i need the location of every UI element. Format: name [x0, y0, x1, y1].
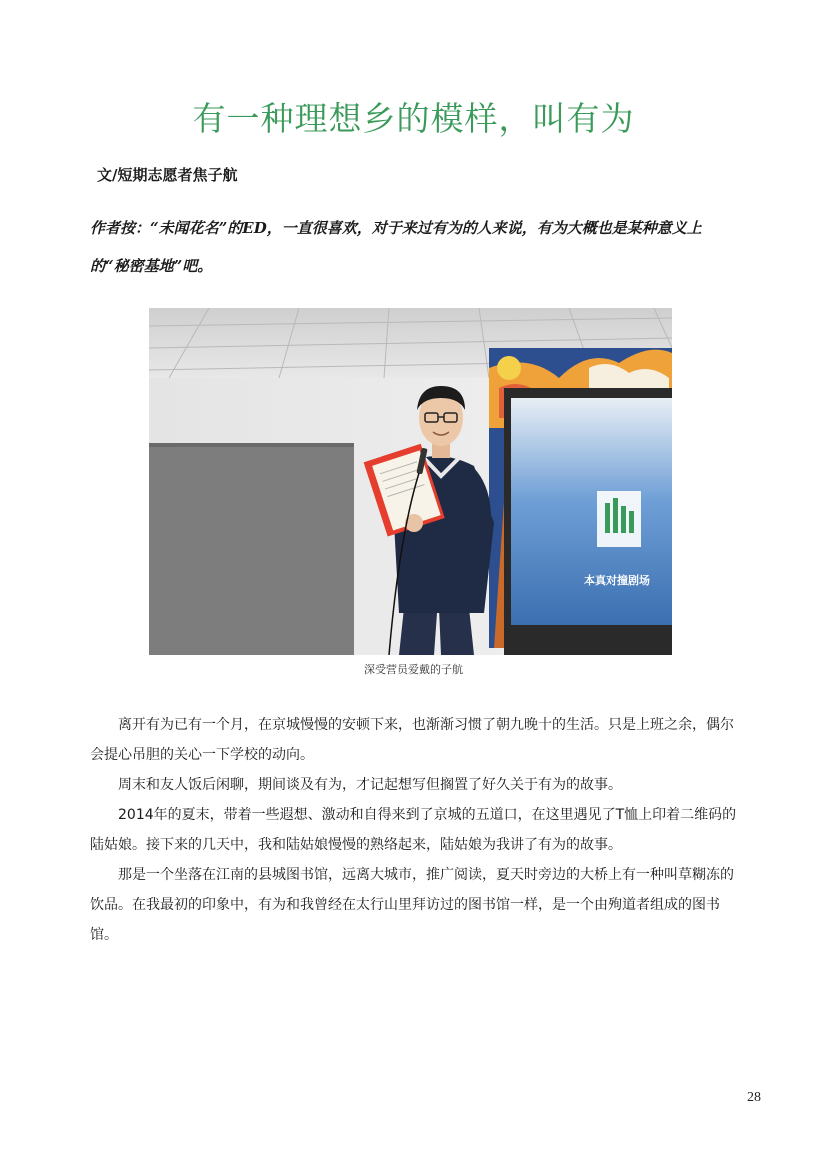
author-note — [90, 209, 740, 285]
photo-illustration — [149, 308, 672, 655]
paragraph: 2014年的夏末，带着一些遐想、激动和自得来到了京城的五道口，在这里遇见了T恤上印着二维码的陆姑娘。接下来的几天中，我和陆姑娘慢慢的熟络起来，陆姑娘为我讲了有为的故事。 — [90, 807, 737, 853]
article-title: 有一种理想乡的模样，叫有为 — [192, 99, 635, 138]
photo-caption: 深受营员爱戴的子航 — [364, 663, 463, 676]
article-byline: 文/短期志愿者焦子航 — [97, 166, 238, 184]
article-photo — [149, 308, 672, 655]
paragraph: 周末和友人饭后闲聊，期间谈及有为，才记起想写但搁置了好久关于有为的故事。 — [118, 777, 622, 793]
paragraph: 那是一个坐落在江南的县城图书馆，远离大城市，推广阅读，夏天时旁边的大桥上有一种叫草糊冻的饮品。在我最初的印象中，有为和我曾经在太行山里拜访过的图书馆一样，是一个由殉道者组成的图书馆。 — [90, 867, 734, 943]
author-note-label: 作者按： — [90, 219, 151, 237]
page-number: 28 — [747, 1090, 761, 1105]
author-note-text: “未闻花名”的ED，一直很喜欢，对于来过有为的人来说，有为大概也是某种意义上的“秘密基地”吧。 — [90, 219, 702, 275]
paragraph: 离开有为已有一个月，在京城慢慢的安顿下来，也渐渐习惯了朝九晚十的生活。只是上班之余，偶尔会提心吊胆的关心一下学校的动向。 — [90, 717, 734, 763]
screen-slide-text: 本真对撞剧场 — [584, 574, 650, 587]
article-body — [90, 710, 740, 950]
